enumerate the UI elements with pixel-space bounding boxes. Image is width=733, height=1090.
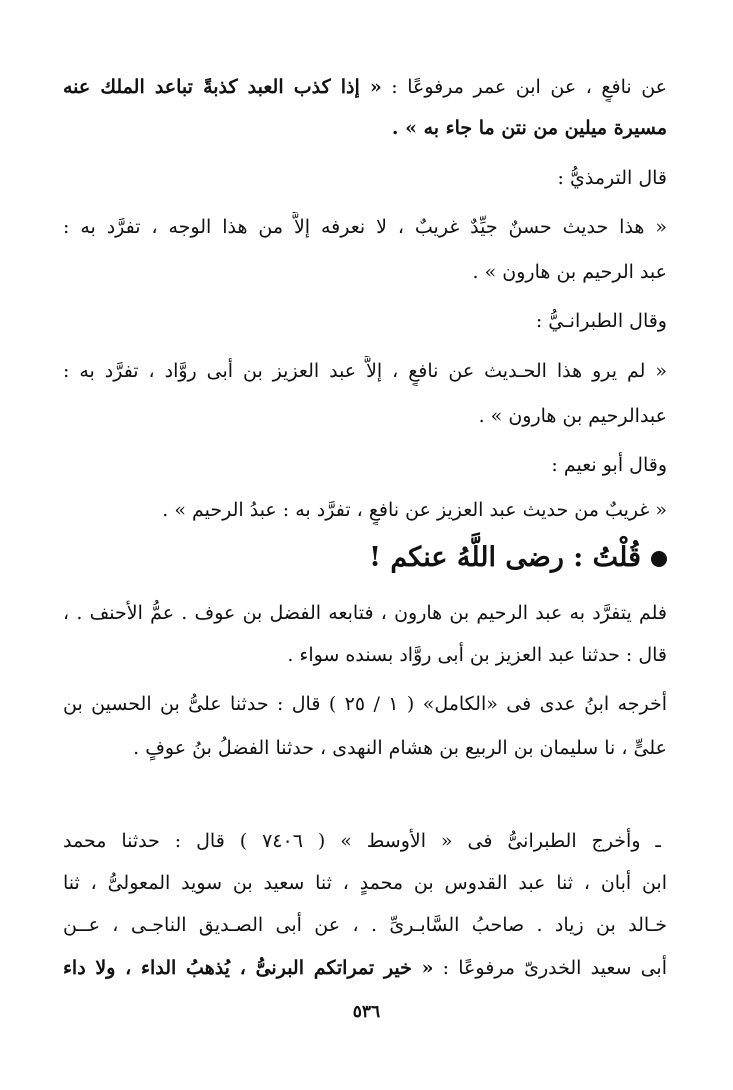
text-line-13: قال : حدثنا عبد العزيز بن أبى روَّاد بسنده سواء . xyxy=(287,644,667,666)
text-line-2: مسيرة ميلين من نتن ما جاء به » . xyxy=(391,117,667,139)
text-line-16-body: ـ وأخرج الطبرانىُّ فى « الأوسط » ( ٧٤٠٦ ) قال : حدثنا محمد xyxy=(63,830,661,852)
section-heading-text: قُلْتُ : رضى اللَّهُ عنكم ! xyxy=(369,542,641,573)
text-line-6: وقال الطبرانـيُّ : xyxy=(535,310,667,332)
section-heading xyxy=(63,538,667,578)
text-line-1-intro: عن نافعٍ ، عن ابن عمر مرفوعًا : xyxy=(381,76,667,98)
text-line-19 xyxy=(63,953,667,983)
text-line-10: « غريبٌ من حديث عبد العزيز عن نافعٍ ، تفرَّد به : عبدُ الرحيم » . xyxy=(162,499,667,521)
text-line-15: علىٍّ ، نا سليمان بن الربيع بن هشام النهدى ، حدثنا الفضلُ بنُ عوفٍ . xyxy=(133,737,667,759)
text-line-8: عبدالرحيم بن هارون » . xyxy=(478,405,667,427)
bullet-icon xyxy=(651,551,667,567)
text-line-1 xyxy=(63,72,667,102)
text-line-19-quote: « خير تمراتكم البرنىُّ ، يُذهبُ الداء ، ولا داء xyxy=(63,957,434,979)
page-number: ٥٣٦ xyxy=(352,1002,381,1022)
text-line-5: عبد الرحيم بن هارون » . xyxy=(472,261,667,283)
text-line-19-intro: أبى سعيد الخدرىّ مرفوعًا : xyxy=(433,957,667,979)
text-line-16 xyxy=(63,824,667,856)
text-line-14: أخرجه ابنُ عدى فى «الكامل» ( ١ / ٢٥ ) قال : حدثنا علىُّ بن الحسين بن xyxy=(63,693,667,715)
text-line-18: خـالد بن زياد . صاحبُ السَّابـرىِّ . ، عن أبى الصـديق الناجـى ، عــن xyxy=(63,914,667,936)
text-line-1-quote: « إذا كذب العبد كذبةً تباعد الملك عنه xyxy=(63,76,382,98)
text-line-9: وقال أبو نعيم : xyxy=(551,454,667,476)
text-line-17: ابن أبان ، ثنا عبد القدوس بن محمدٍ ، ثنا سعيد بن سويد المعولىُّ ، ثنا xyxy=(63,872,667,894)
text-line-7: « لم يرو هذا الحـديث عن نافعٍ ، إلاَّ عبد العزيز بن أبى روَّاد ، تفرَّد به : xyxy=(63,360,667,382)
text-line-3: قال الترمذيُّ : xyxy=(557,167,667,189)
text-line-12: فلم يتفرَّد به عبد الرحيم بن هارون ، فتابعه الفضل بن عوف . عمُّ الأحنف . ، xyxy=(63,602,667,624)
text-line-4: « هذا حديث حسنٌ جيِّدٌ غريبٌ ، لا نعرفه إلاَّ من هذا الوجه ، تفرَّد به : xyxy=(63,216,667,238)
